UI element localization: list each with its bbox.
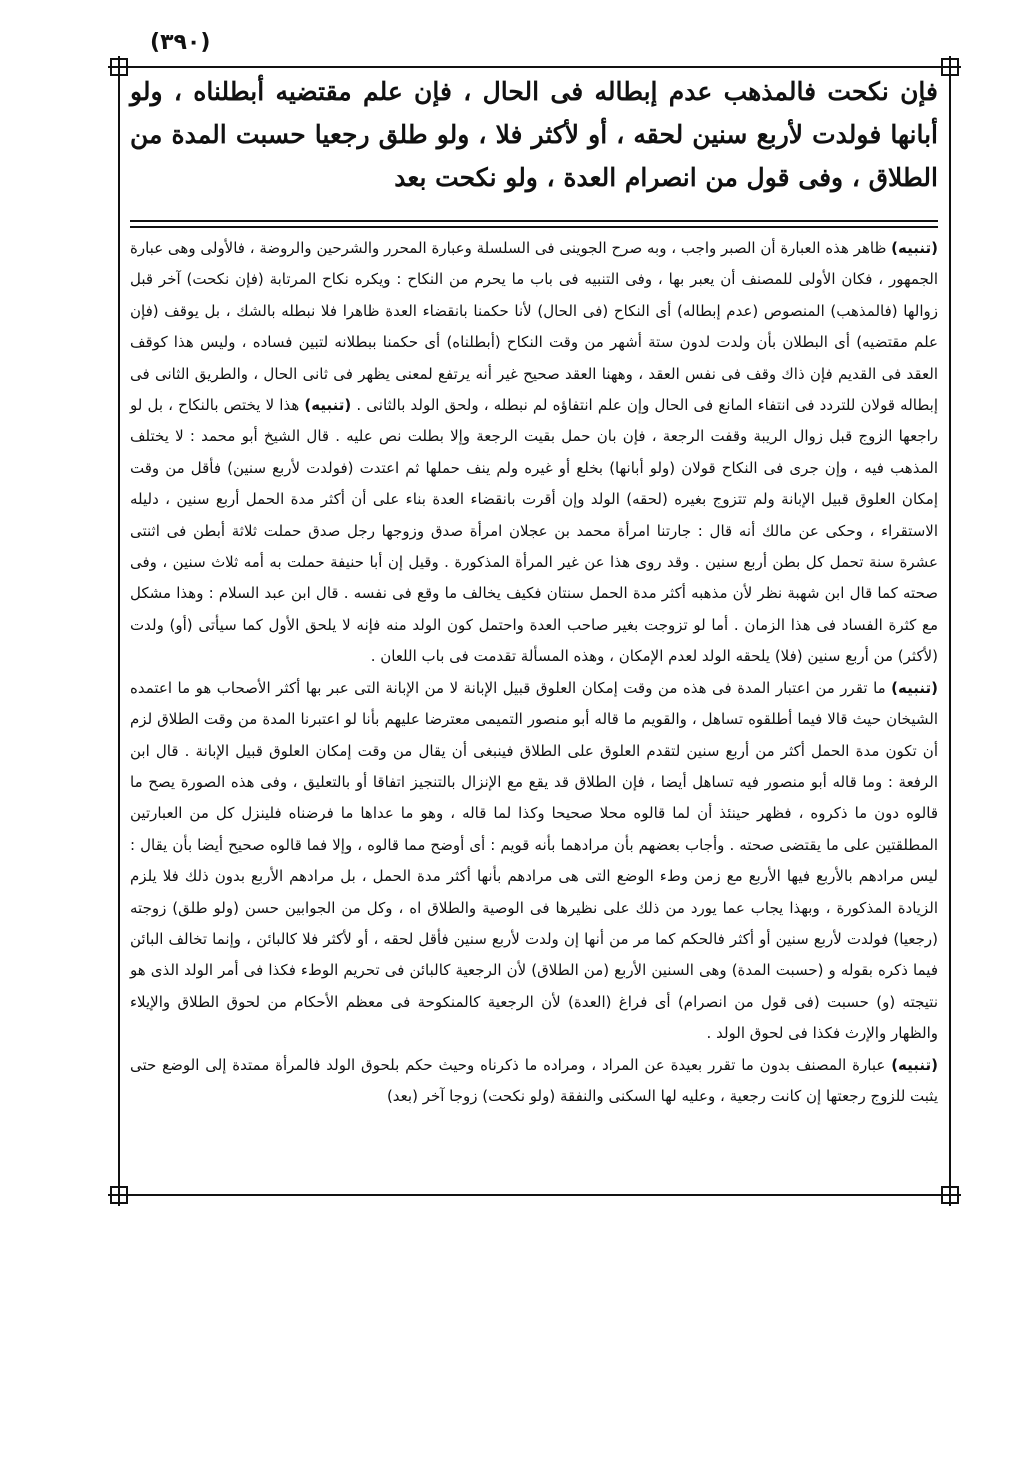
corner-ornament-icon: [108, 56, 130, 78]
commentary-paragraph: [130, 1050, 938, 1113]
commentary-paragraph: [130, 233, 938, 673]
matn-text: فإن نكحت فالمذهب عدم إبطاله فى الحال ، فإن علم مقتضيه أبطلناه ، ولو أبانها فولدت لأربع سنين لحقه ، أو لأكثر فلا ، ولو طلق رجعيا حسبت المدة من الطلاق ، وفى قول من انصرام العدة ، ولو نكحت بعد: [130, 77, 938, 192]
tanbih-label: (تنبيه): [891, 678, 938, 697]
tanbih-label: (تنبيه): [891, 239, 938, 257]
frame-top-line: [128, 66, 941, 68]
tanbih-label: (تنبيه): [891, 1055, 938, 1074]
frame-bottom-line: [128, 1194, 941, 1196]
section-divider: [130, 220, 938, 222]
paragraph-text: عبارة المصنف بدون ما تقرر بعيدة عن المراد ، ومراده ما ذكرناه وحيث حكم بلحوق الولد فالمرأة ممتدة إلى الوضع حتى يثبت للزوج رجعتها إن كانت رجعية ، وعليه لها السكنى والنفقة (ولو نكحت) زوجا آخر (بعد): [130, 1055, 938, 1105]
section-divider: [130, 226, 938, 228]
paragraph-text: ظاهر هذه العبارة أن الصبر واجب ، وبه صرح الجوينى فى السلسلة وعبارة المحرر والشرحين والروضة ، فالأولى وهى عبارة الجمهور ، فكان الأولى للمصنف أن يعبر بها ، وفى التنبيه فى باب ما يحرم من النكاح : ويكره نكاح المرتابة (فإن نكحت) آخر قبل زوالها (فالمذهب) المنصوص (عدم إبطاله) أى النكاح (فى الحال) لأنا حكمنا بانقضاء العدة ظاهرا فلا نبطله بالشك ، بل يوقف (فإن علم مقتضيه) أى البطلان بأن ولدت لدون ستة أشهر من وقت النكاح (أبطلناه) أى حكمنا ببطلانه لتبين فساده ، وليس هذا كوقف العقد فى القديم فإن ذاك وقف فى نفس العقد ، وههنا العقد صحيح غير أنه يرتفع لمعنى يظهر فى ثانى الحال ، والطريق الثانى فى إبطاله قولان للتردد فى انتفاء المانع فى الحال وإن علم انتفاؤه لم نبطله ، ولحق الولد بالثانى .: [130, 239, 938, 415]
corner-ornament-icon: [108, 1184, 130, 1206]
corner-ornament-icon: [939, 1184, 961, 1206]
paragraph-text: ما تقرر من اعتبار المدة فى هذه من وقت إمكان العلوق قبيل الإبانة لا من الإبانة التى عبر بها أكثر الأصحاب هو ما اعتمده الشيخان حيث قالا فيما أطلقوه تساهل ، والقويم ما قاله أبو منصور التميمى معترضا عليهم بأنا لو اعتبرنا المدة من وقت الطلاق لزم أن تكون مدة الحمل أكثر من أربع سنين لتقدم العلوق على الطلاق فينبغى أن يقال من وقت إمكان العلوق قبيل الإبانة . قال ابن الرفعة : وما قاله أبو منصور فيه تساهل أيضا ، فإن الطلاق قد يقع مع الإنزال بالتنجيز اتفاقا أو بالتعليق ، وفى هذه الصورة يصح ما قالوه دون ما ذكروه ، فظهر حينئذ أن لما قالوه محلا صحيحا وكذا لما قاله ، وهو ما عداها ما فرضناه فلينزل كل من العبارتين المطلقتين على ما يقتضى صحته . وأجاب بعضهم بأن مرادهما بأنه قويم : أى أوضح مما قالوه ، وإلا فما قالوه صحيح أيضا بأن يقال : ليس مرادهم بالأربع فيها الأربع مع زمن وطء الوضع التى هى مرادهم بأنها أكثر مدة الحمل ، بل مرادهم الأربع بدون ذلك فلا يلزم الزيادة المذكورة ، وبهذا يجاب عما يورد من ذلك على نظيرها فى الوصية والطلاق اه ، وكل من الجوابين حسن (ولو طلق) زوجته (رجعيا) فولدت لأربع سنين أو أكثر فالحكم كما مر من أنها إن ولدت لأربع سنين فأقل لحقه ، أو لأكثر فلا كالبائن ، وإنما تخالف البائن فيما ذكره بقوله و (حسبت المدة) وهى السنين الأربع (من الطلاق) لأن الرجعية كالبائن فى تحريم الوطء فكذا فى أمر الولد الذى هو نتيجته (و) حسبت (فى قول من انصرام) أى فراغ (العدة) لأن الرجعية كالمنكوحة فى معظم الأحكام من لحوق الطلاق والإيلاء والظهار والإرث فكذا فى لحوق الولد .: [130, 678, 938, 1043]
commentary-paragraph: [130, 673, 938, 1050]
paragraph-text: هذا لا يختص بالنكاح ، بل لو راجعها الزوج قبل زوال الريبة وقفت الرجعة ، فإن بان حمل بقيت الرجعة وإلا بطلت نص عليه . قال الشيخ أبو محمد : لا يختلف المذهب فيه ، وإن جرى فى النكاح قولان (ولو أبانها) بخلع أو غيره ولم ينف حملها ثم اعتدت (فولدت لأربع سنين) فأقل من وقت إمكان العلوق قبيل الإبانة ولم تتزوج بغيره (لحقه) الولد وإن أقرت بانقضاء العدة بناء على أن أكثر مدة الحمل أربع سنين ، دليله الاستقراء ، وحكى عن مالك أنه قال : جارتنا امرأة محمد بن عجلان امرأة صدق وزوجها رجل صدق حملت ثلاثة أبطن فى اثنتى عشرة سنة تحمل كل بطن أربع سنين . وقد روى هذا عن غير المرأة المذكورة . وقيل إن أبا حنيفة حملت به أمه ثلاث سنين ، وفى صحته كما قال ابن شهبة نظر لأن مذهبه أكثر مدة الحمل سنتان فكيف يخالف ما وقع فى نفسه . قال ابن عبد السلام : وهذا مشكل مع كثرة الفساد فى هذا الزمان . أما لو تزوجت بغير صاحب العدة واحتمل كون الولد منه فإنه لا يلحق الأول كما سيأتى (أو) ولدت (لأكثر) من أربع سنين (فلا) يلحقه الولد لعدم الإمكان ، وهذه المسألة تقدمت فى باب اللعان .: [130, 396, 938, 666]
corner-ornament-icon: [939, 56, 961, 78]
page-number: (٣٩٠): [150, 30, 211, 55]
tanbih-label: (تنبيه): [304, 396, 352, 415]
frame-right-line: [949, 76, 951, 1186]
sharh-commentary: [130, 233, 938, 1112]
frame-left-line: [118, 76, 120, 1186]
